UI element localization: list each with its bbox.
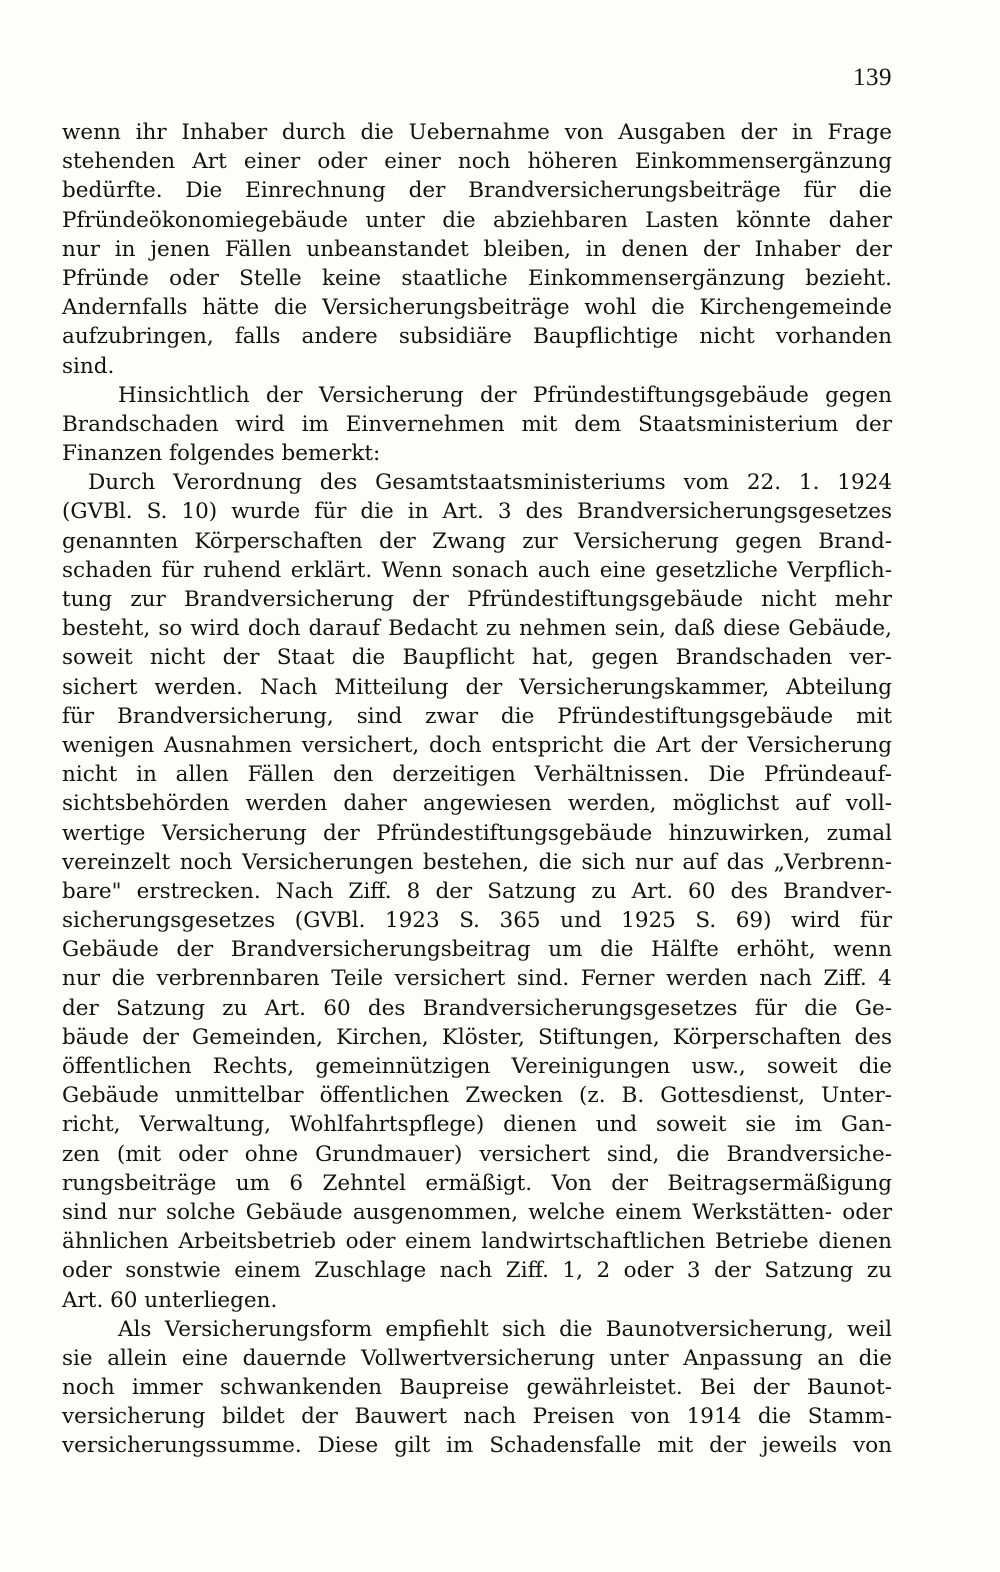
text-line: Brandschaden wird im Einvernehmen mit dem Staatsministerium der <box>62 411 892 437</box>
text-line: bedürfte. Die Einrechnung der Brandversicherungsbeiträge für die <box>62 178 892 204</box>
text-line: noch immer schwankenden Baupreise gewährleistet. Bei der Baunot- <box>62 1375 892 1401</box>
text-line: versicherungssumme. Diese gilt im Schadensfalle mit der jeweils von <box>62 1433 892 1459</box>
text-line: bäude der Gemeinden, Kirchen, Klöster, Stiftungen, Körperschaften des <box>62 1024 892 1050</box>
text-line: sichtsbehörden werden daher angewiesen werden, möglichst auf voll- <box>62 791 892 817</box>
text-line: soweit nicht der Staat die Baupflicht hat, gegen Brandschaden ver- <box>62 645 892 671</box>
text-line: Gebäude der Brandversicherungsbeitrag um die Hälfte erhöht, wenn <box>62 937 892 963</box>
text-line: oder sonstwie einem Zuschlage nach Ziff. 1, 2 oder 3 der Satzung zu <box>62 1258 892 1284</box>
text-line: sicherungsgesetzes (GVBl. 1923 S. 365 und 1925 S. 69) wird für <box>62 908 892 934</box>
text-line: bare" erstrecken. Nach Ziff. 8 der Satzung zu Art. 60 des Brandver- <box>62 878 892 904</box>
page-number: 139 <box>853 64 892 91</box>
text-line: richt, Verwaltung, Wohlfahrtspflege) dienen und soweit sie im Gan- <box>62 1112 892 1138</box>
text-line: der Satzung zu Art. 60 des Brandversicherungsgesetzes für die Ge- <box>62 995 892 1021</box>
text-line: sind nur solche Gebäude ausgenommen, welche einem Werkstätten- oder <box>62 1199 892 1225</box>
text-line: Finanzen folgendes bemerkt: <box>62 441 381 467</box>
text-line: sie allein eine dauernde Vollwertversicherung unter Anpassung an die <box>62 1345 892 1371</box>
text-line: sind. <box>62 353 115 379</box>
text-line: aufzubringen, falls andere subsidiäre Baupflichtige nicht vorhanden <box>62 324 892 350</box>
text-line: Gebäude unmittelbar öffentlichen Zwecken (z. B. Gottesdienst, Unter- <box>62 1083 892 1109</box>
text-line: (GVBl. S. 10) wurde für die in Art. 3 des Brandversicherungsgesetzes <box>62 499 892 525</box>
paragraph-start-line: Durch Verordnung des Gesamtstaatsministeriums vom 22. 1. 1924 <box>88 470 892 496</box>
text-line: tung zur Brandversicherung der Pfründestiftungsgebäude nicht mehr <box>62 587 892 612</box>
text-line: besteht, so wird doch darauf Bedacht zu nehmen sein, daß diese Gebäude, <box>62 616 892 642</box>
body-text <box>62 118 892 1461</box>
text-line: für Brandversicherung, sind zwar die Pfründestiftungsgebäude mit <box>62 703 892 729</box>
text-line: ähnlichen Arbeitsbetrieb oder einem landwirtschaftlichen Betriebe dienen <box>62 1229 892 1255</box>
text-line: wenn ihr Inhaber durch die Uebernahme von Ausgaben der in Frage <box>62 120 892 145</box>
text-line: genannten Körperschaften der Zwang zur Versicherung gegen Brand- <box>62 528 892 554</box>
paragraph-start-line: Hinsichtlich der Versicherung der Pfründestiftungsgebäude gegen <box>118 382 892 408</box>
text-line: Pfründe oder Stelle keine staatliche Einkommensergänzung bezieht. <box>62 265 892 291</box>
text-line: öffentlichen Rechts, gemeinnützigen Vereinigungen usw., soweit die <box>62 1054 892 1079</box>
text-line: Andernfalls hätte die Versicherungsbeiträge wohl die Kirchengemeinde <box>62 295 892 321</box>
text-line: stehenden Art einer oder einer noch höheren Einkommensergänzung <box>62 149 892 175</box>
text-line: nur die verbrennbaren Teile versichert sind. Ferner werden nach Ziff. 4 <box>62 966 892 992</box>
text-line: vereinzelt noch Versicherungen bestehen, die sich nur auf das „Verbrenn- <box>62 849 892 875</box>
text-line: rungsbeiträge um 6 Zehntel ermäßigt. Von der Beitragsermäßigung <box>62 1170 892 1196</box>
text-line: Art. 60 unterliegen. <box>62 1287 278 1313</box>
text-line: sichert werden. Nach Mitteilung der Versicherungskammer, Abteilung <box>62 674 892 700</box>
text-line: nicht in allen Fällen den derzeitigen Verhältnissen. Die Pfründeauf- <box>62 762 892 788</box>
text-line: versicherung bildet der Bauwert nach Preisen von 1914 die Stamm- <box>62 1404 892 1430</box>
text-line: wertige Versicherung der Pfründestiftungsgebäude hinzuwirken, zumal <box>62 820 892 846</box>
text-line: schaden für ruhend erklärt. Wenn sonach auch eine gesetzliche Verpflich- <box>62 557 892 583</box>
text-line: wenigen Ausnahmen versichert, doch entspricht die Art der Versicherung <box>62 732 892 758</box>
text-line: zen (mit oder ohne Grundmauer) versichert sind, die Brandversiche- <box>62 1141 892 1167</box>
paragraph-start-line: Als Versicherungsform empfiehlt sich die Baunotversicherung, weil <box>118 1316 892 1342</box>
text-line: Pfründeökonomiegebäude unter die abziehbaren Lasten könnte daher <box>62 207 892 233</box>
text-line: nur in jenen Fällen unbeanstandet bleiben, in denen der Inhaber der <box>62 236 892 262</box>
